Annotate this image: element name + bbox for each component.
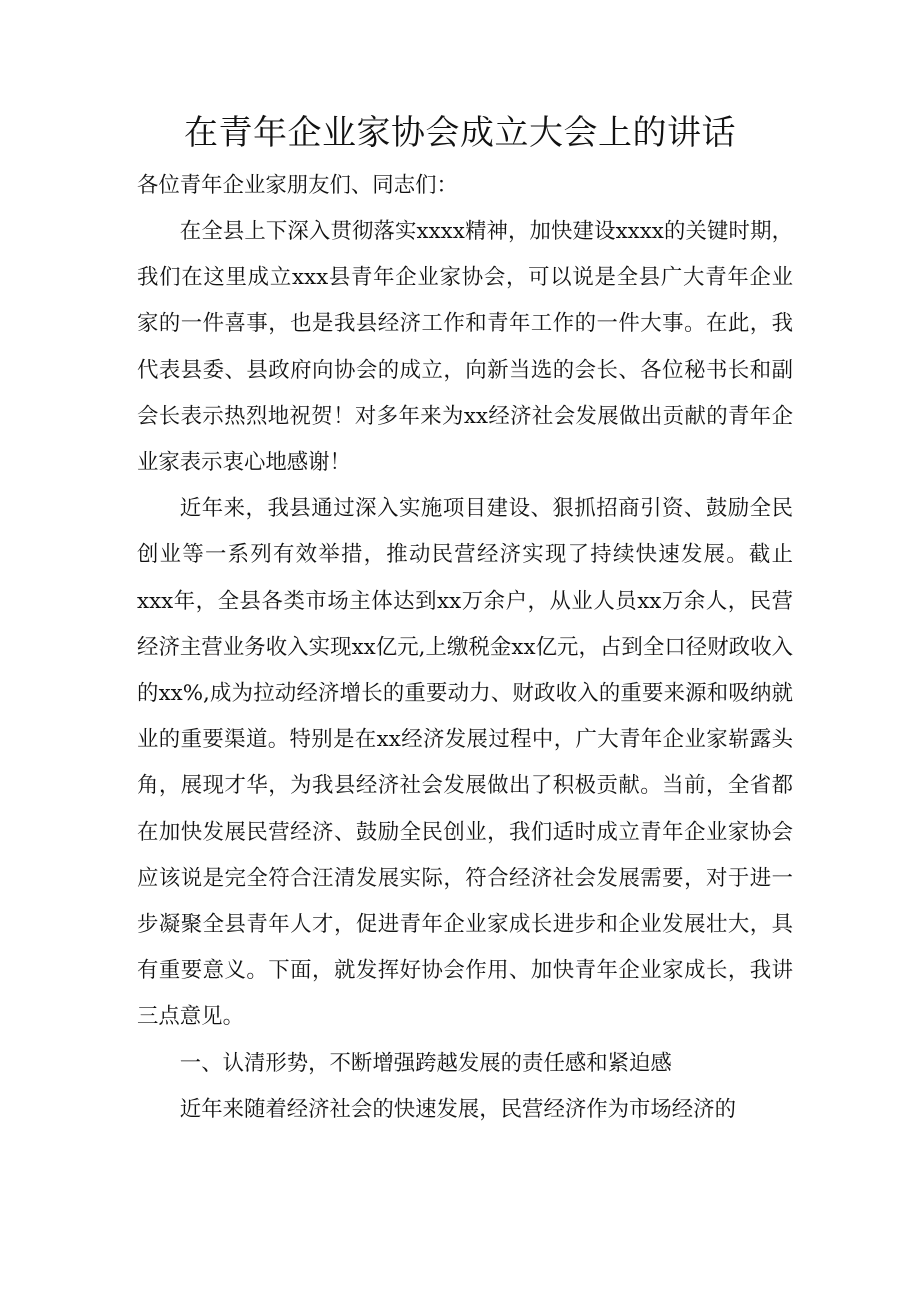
- greeting-line: 各位青年企业家朋友们、同志们：: [137, 173, 458, 198]
- paragraph-opening: 在全县上下深入贯彻落实xxxx精神，加快建设xxxx的关键时期，我们在这里成立xxx县青年企业家协会，可以说是全县广大青年企业家的一件喜事，也是我县经济工作和青年工作的一件大事。在此，我代表县委、县政府向协会的成立，向新当选的会长、各位秘书长和副会长表示热烈地祝贺！对多年来为xx经济社会发展做出贡献的青年企业家表示衷心地感谢！: [137, 219, 793, 476]
- paragraph-development: 近年来，我县通过深入实施项目建设、狠抓招商引资、鼓励全民创业等一系列有效举措，推动民营经济实现了持续快速发展。截止xxx年，全县各类市场主体达到xx万余户，从业人员xx万余人，民营经济主营业务收入实现xx亿元,上缴税金xx亿元，占到全口径财政收入的xx%,成为拉动经济增长的重要动力、财政收入的重要来源和吸纳就业的重要渠道。特别是在xx经济发展过程中，广大青年企业家崭露头角，展现才华，为我县经济社会发展做出了积极贡献。当前，全省都在加快发展民营经济、鼓励全民创业，我们适时成立青年企业家协会应该说是完全符合汪清发展实际，符合经济社会发展需要，对于进一步凝聚全县青年人才，促进青年企业家成长进步和企业发展壮大，具有重要意义。下面，就发挥好协会作用、加快青年企业家成长，我讲三点意见。: [137, 496, 793, 1030]
- paragraph-section-1: 近年来随着经济社会的快速发展，民营经济作为市场经济的: [179, 1096, 736, 1122]
- document-title: 在青年企业家协会成立大会上的讲话: [184, 113, 736, 153]
- section-heading-1: 一、认清形势，不断增强跨越发展的责任感和紧迫感: [179, 1050, 672, 1076]
- document-body: [137, 163, 793, 1133]
